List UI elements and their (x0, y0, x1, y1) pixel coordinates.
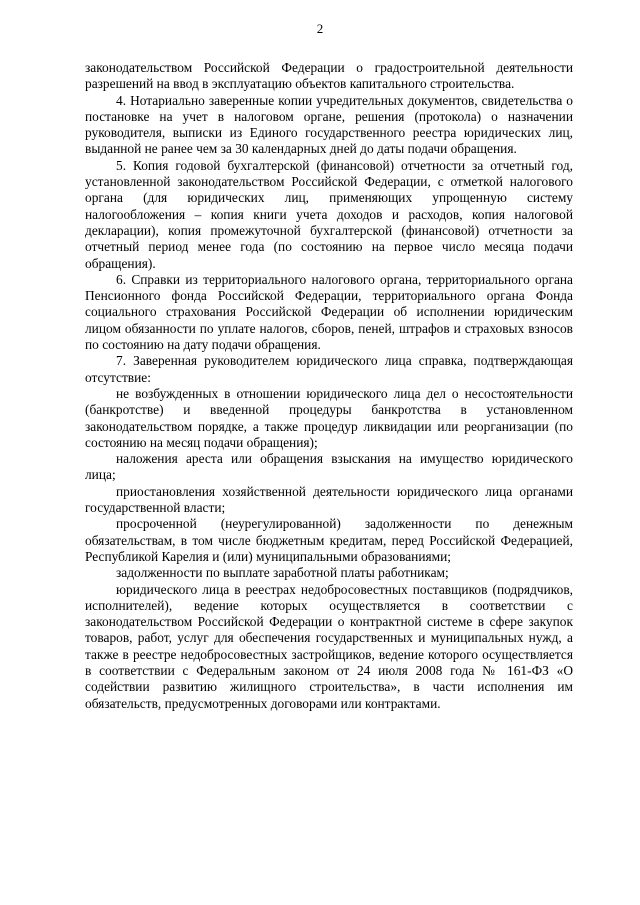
paragraph-subitem-registries: юридического лица в реестрах недобросовестных поставщиков (подрядчиков, исполнителей), ведение которых осуществляется в соответствии с законодательством Российской Федерации о контрактной системе в сфере закупок товаров, работ, услуг для обеспечения государственных и муниципальных нужд, а также в реестре недобросовестных застройщиков, ведение которого осуществляется в соответствии с Федеральным законом от 24 июля 2008 года № 161-ФЗ «О содействии развитию жилищного строительства», в части исполнения им обязательств, предусмотренных договорами или контрактами. (85, 581, 573, 711)
paragraph-item-5: 5. Копия годовой бухгалтерской (финансовой) отчетности за отчетный год, установленной законодательством Российской Федерации, с отметкой налогового органа (для юридических лиц, применяющих упрощенную систему налогообложения – копия книги учета доходов и расходов, копия налоговой декларации), копия промежуточной бухгалтерской (финансовой) отчетности за отчетный период менее года (по состоянию на первое число месяца подачи обращения). (85, 157, 573, 271)
paragraph-subitem-overdue-debt: просроченной (неурегулированной) задолженности по денежным обязательствам, в том числе бюджетным кредитам, перед Российской Федерацией, Республикой Карелия и (или) муниципальными образованиями; (85, 516, 573, 564)
paragraph-subitem-bankruptcy: не возбужденных в отношении юридического лица дел о несостоятельности (банкротстве) и введенной процедуры банкротства в установленном законодательством порядке, а также процедур ликвидации или реорганизации (по состоянию на месяц подачи обращения); (85, 385, 573, 450)
paragraph-subitem-arrest: наложения ареста или обращения взыскания на имущество юридического лица; (85, 451, 573, 483)
paragraph-item-4: 4. Нотариально заверенные копии учредительных документов, свидетельства о постановке на учет в налоговом органе, решения (протокола) о назначении руководителя, выписки из Единого государственного реестра юридических лиц, выданной не ранее чем за 30 календарных дней до даты подачи обращения. (85, 92, 573, 157)
paragraph-item-7: 7. Заверенная руководителем юридического лица справка, подтверждающая отсутствие: (85, 353, 573, 385)
paragraph-subitem-wage-debt: задолженности по выплате заработной платы работникам; (116, 565, 449, 581)
paragraph-item-6: 6. Справки из территориального налогового органа, территориального органа Пенсионного фонда Российской Федерации, территориального органа Фонда социального страхования Российской Федерации об исполнении юридическим лицом обязанности по уплате налогов, сборов, пеней, штрафов и страховых взносов по состоянию на дату подачи обращения. (85, 271, 573, 353)
document-body (85, 60, 573, 712)
paragraph-continuation: законодательством Российской Федерации о градостроительной деятельности разрешений на ввод в эксплуатацию объектов капитального строительства. (85, 60, 573, 92)
page-number: 2 (316, 21, 324, 36)
paragraph-subitem-suspension: приостановления хозяйственной деятельности юридического лица органами государственной власти; (85, 483, 573, 516)
